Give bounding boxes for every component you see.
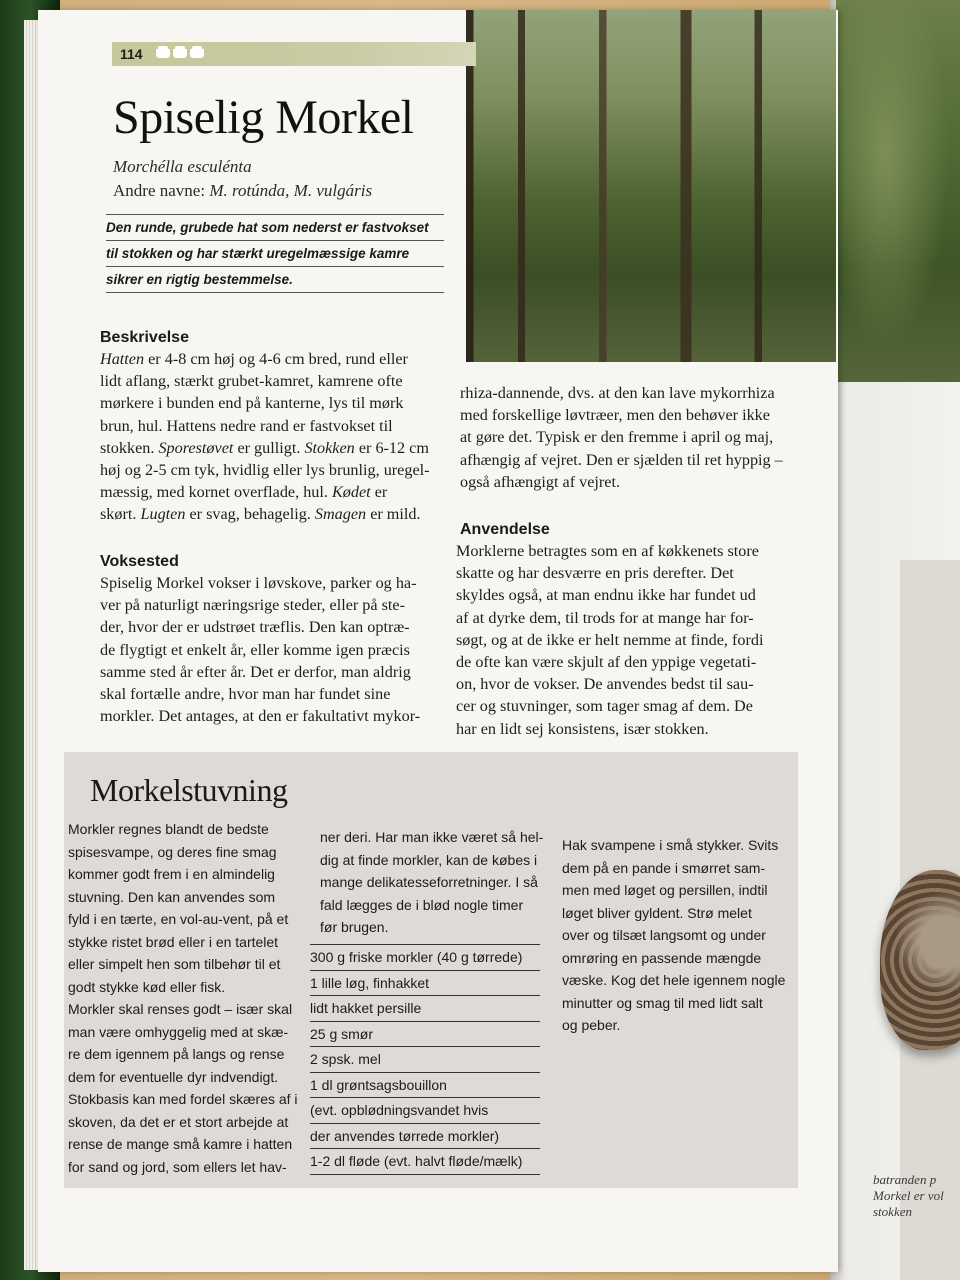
facing-page-photo [836,0,960,382]
text-line: men med løget og persillen, indtil [562,882,768,898]
text-line: stuvning. Den kan anvendes som [68,888,276,905]
text-line: at gøre det. Typisk er den fremme i april og maj, [460,428,774,447]
text-span: stokken. [100,438,159,457]
text-span: er [370,483,388,502]
recipe-middle-column [320,826,550,939]
key-features [106,214,444,293]
caption-line: batranden p [873,1172,937,1187]
text-span: er 4-8 cm høj og 4-6 cm bred, rund eller [144,350,408,368]
forest-photo [466,10,836,362]
text-line: over og tilsæt langsomt og under [562,927,766,943]
text-line: morkler. Det antages, at den er fakultativt mykor- [100,707,421,726]
text-span: er 6-12 cm [354,438,429,457]
text-line: med forskellige løvtræer, men den behøver ikke [460,406,770,425]
key-feature-line: sikrer en rigtig bestemmelse. [106,266,444,293]
ingredient-item: lidt hakket persille [310,995,540,1021]
section-heading-voksested: Voksested [100,553,179,570]
text-line: mange delikatesseforretninger. I så [320,874,538,890]
text-line: samme sted år efter år. Det er derfor, man aldrig [100,662,411,681]
text-line: brun, hul. Hattens nedre rand er fastvokset til [100,416,393,435]
text-line: lidt aflang, stærkt grubet-kamret, kamrene ofte [100,372,403,391]
text-line: Morklerne betragtes som en af køkkenets store [456,542,759,560]
voksested-text [100,572,445,727]
facing-page-caption [873,1172,960,1220]
text-line: høj og 2-5 cm tyk, hvidlig eller lys brunlig, uregel- [100,461,430,480]
section-heading-beskrivelse: Beskrivelse [100,329,189,346]
text-line: løget bliver gyldent. Strø melet [562,904,752,921]
other-names-value: M. rotúnda, M. vulgáris [209,181,373,200]
other-names-label: Andre navne: [113,181,206,200]
section-heading-anvendelse: Anvendelse [460,521,550,538]
text-line: mørkere i bunden end på kanterne, lys til mørk [100,394,404,413]
italic-term: Stokken [304,438,355,457]
ingredient-item: 300 g friske morkler (40 g tørrede) [310,944,540,970]
text-line: eller simpelt hen som tilbehør til et [68,956,281,972]
text-line: cer og stuvninger, som tager smag af dem. De [456,697,753,716]
text-span: mæssig, med kornet overflade, hul. [100,483,332,502]
recipe-method-column [562,834,792,1037]
text-line: Spiselig Morkel vokser i løvskove, parker og ha- [100,574,417,592]
text-line: fyld i en tærte, en vol-au-vent, på et [68,911,289,927]
recipe-title: Morkelstuvning [90,772,288,808]
text-line: søgt, og at de ikke er helt nemme at finde, fordi [456,630,764,649]
text-line [100,481,445,503]
edibility-rating [156,46,204,58]
text-line: godt stykke kød eller fisk. [68,978,226,995]
italic-term: Lugten [140,505,186,524]
pot-icon [190,46,204,58]
text-line: før brugen. [320,919,389,935]
ingredient-item: (evt. opblødningsvandet hvis [310,1097,540,1123]
caption-line: Morkel er vol [873,1188,944,1203]
caption-line: stokken [873,1204,912,1219]
text-span: er svag, behagelig. [185,505,315,524]
text-line: skatte og har desværre en pris derefter. Det [456,564,734,583]
text-line: re dem igennem på langs og rense [68,1046,285,1062]
text-line: minutter og smag til med lidt salt [562,994,763,1011]
text-line: skyldes også, at man endnu ikke har fundet ud [456,586,756,605]
beskrivelse-text [100,348,445,526]
ingredient-item: 1 lille løg, finhakket [310,970,540,996]
ingredient-item: der anvendes tørrede morkler) [310,1123,540,1149]
text-line: Hak svampene i små stykker. Svits [562,837,779,853]
recipe-intro-column [68,818,304,1178]
text-line: de flygtigt et enkelt år, eller komme igen præcis [100,640,410,659]
italic-term: Hatten [100,350,145,368]
ingredient-item: 25 g smør [310,1021,540,1047]
ingredient-item: 1-2 dl fløde (evt. halvt fløde/mælk) [310,1148,540,1175]
key-feature-line: Den runde, grubede hat som nederst er fastvokset [106,214,444,240]
text-line [100,437,445,459]
anvendelse-text [456,540,806,740]
text-line: for sand og jord, som ellers let hav- [68,1158,287,1175]
text-line [100,348,445,370]
text-line: dem for eventuelle dyr indvendigt. [68,1068,279,1085]
voksested-continued-text [460,382,810,493]
page-number: 114 [120,46,143,62]
text-span: er gulligt. [233,438,305,457]
text-line: kommer godt frem i en almindelig [68,866,275,882]
italic-term: Kødet [331,483,371,502]
text-line: afhængig af vejret. Den er sjælden til ret hyppig – [460,450,783,469]
ingredient-item: 2 spsk. mel [310,1046,540,1072]
italic-term: Sporestøvet [158,438,234,457]
text-line: Morkler regnes blandt de bedste [68,821,269,837]
text-line: af at dyrke dem, til trods for at mange har for- [456,608,754,627]
text-line: der, hvor der er udstrøet træflis. Den kan optræ- [100,618,410,637]
text-line: væske. Kog det hele igennem nogle [562,972,786,988]
text-line: skal fortælle andre, hvor man har fundet sine [100,685,391,704]
text-line: spisesvampe, og deres fine smag [68,843,277,860]
text-line: rhiza-dannende, dvs. at den kan lave mykorrhiza [460,384,775,402]
ingredient-list [310,944,540,1175]
italic-term: Smagen [314,505,367,524]
text-span: er mild. [366,505,421,524]
text-line: dig at finde morkler, kan de købes i [320,851,538,868]
text-line [100,503,445,525]
text-line: man være omhyggelig med at skæ- [68,1023,289,1040]
text-line: Stokbasis kan med fordel skæres af i [68,1091,298,1107]
text-line: omrøring en passende mængde [562,949,762,966]
text-line: stykke ristet brød eller i en tartelet [68,933,279,950]
other-names [113,180,372,202]
pot-icon [173,46,187,58]
page-title: Spiselig Morkel [113,91,414,144]
text-line: on, hvor de vokser. De anvendes bedst til sau- [456,675,754,694]
text-line: og peber. [562,1017,621,1033]
text-line: har en lidt sej konsistens, især stokken. [456,719,709,738]
text-line: fald lægges de i blød nogle timer [320,896,524,913]
text-span: skørt. [100,505,141,524]
text-line: dem på en pande i smørret sam- [562,859,766,876]
text-line: de ofte kan være skjult af den yppige vegetati- [456,653,757,672]
key-feature-line: til stokken og har stærkt uregelmæssige kamre [106,240,444,266]
text-line: Morkler skal renses godt – især skal [68,1001,293,1017]
ingredient-item: 1 dl grøntsagsbouillon [310,1072,540,1098]
text-line: skoven, da det er et stort arbejde at [68,1113,289,1130]
text-line: også afhængigt af vejret. [460,472,621,491]
text-line: ner deri. Har man ikke været så hel- [320,829,544,845]
text-line: ver på naturligt næringsrige steder, eller på ste- [100,596,406,615]
latin-name: Morchélla esculénta [113,157,252,176]
text-line: rense de mange små kamre i hatten [68,1136,293,1152]
pot-icon [156,46,170,58]
